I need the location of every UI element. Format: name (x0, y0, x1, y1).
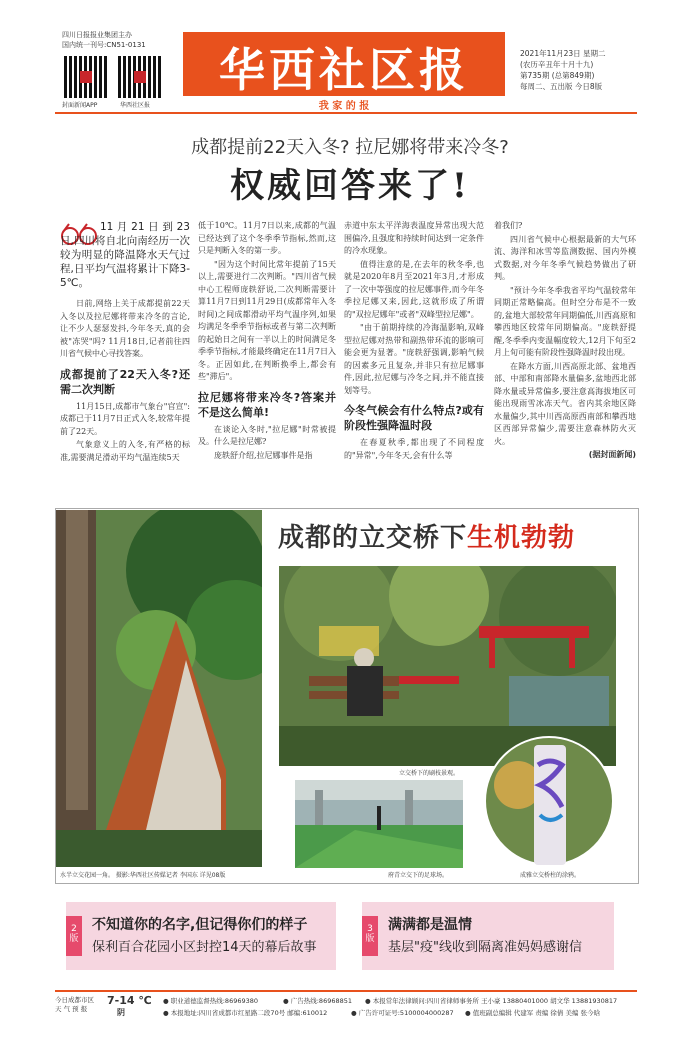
photo-graffiti-pillar (478, 735, 620, 867)
paragraph: 11月15日,成都市气象台"官宣":成都已于11月7日正式入冬,较常年提前了22天。 (60, 401, 190, 436)
promo-page-2[interactable] (66, 902, 336, 970)
newspaper-title: 华西社区报 (219, 43, 469, 97)
publish-schedule: 每周二、五出版 今日8版 (520, 82, 603, 91)
photo-pavilion (56, 510, 262, 867)
photo-caption: 水半立交花园一角。 摄影:华西社区传媒记者 李国东 详见08版 (60, 872, 226, 879)
photo-caption: 成雅立交桥柱的涂鸦。 (520, 872, 581, 879)
article-column-4 (494, 220, 636, 462)
weather-label-line: 今日成都市区 (55, 996, 94, 1004)
paragraph: 在降水方面,川西高原北部、盆地西部、中部和南部降水量偏多,盆地西北部降水量或异常偏多,要注意高海拔地区可能出现雨雪冰冻天气。省内其余地区降水量偏少,其中川西高原西南部和攀西地区西部异常偏少,需要注意森林防火灭火。 (494, 361, 636, 446)
issue-number: 第735期 (总第849期) (520, 71, 595, 80)
subheading: 成都提前了22天入冬?还需二次判断 (60, 367, 190, 396)
paragraph: "因为这个时间比常年提前了15天以上,需要进行二次判断。"四川省气候中心工程师庞轶舒说,二次判断需要计算11月7日到11月29日(成都常年入冬时间)之间成都滑动平均气温序列,如果均满足冬季季节指标或者与第二次判断的起始日之间有一半以上的时间满足冬季季节指标,才能最终确定在11月7日入冬。正因如此,在判断换季上,都会有些"滞后"。 (198, 259, 336, 381)
article-column-3 (344, 220, 484, 463)
qr-code-app (64, 56, 108, 98)
qr-code-paper (118, 56, 162, 98)
photo-caption: 府青立交下的足球场。 (388, 872, 449, 879)
weather-temperature: 7-14 ℃ (107, 994, 152, 1007)
footer-address: ● 本报地址:四川省成都市红星路二段70号 邮编:610012 (163, 1009, 328, 1017)
newspaper-slogan: 我 家 的 报 (318, 101, 370, 112)
paragraph: 在谈论入冬时,"拉尼娜"时常被提及。什么是拉尼娜? (198, 424, 336, 446)
qr-label-paper: 华西社区报 (120, 102, 151, 109)
article-column-1 (60, 220, 190, 465)
photo-caption: 立交桥下的刷枝景观。 (399, 770, 460, 777)
promo-title: 不知道你的名字,但记得你们的样子 (92, 917, 308, 933)
footer (55, 994, 637, 1020)
weather-label (55, 996, 103, 1014)
paragraph: 在春夏秋季,都出现了不同程度的"异常",今年冬天,会有什么等 (344, 438, 484, 460)
paragraph: 庞轶舒介绍,拉尼娜事件是指 (214, 450, 313, 460)
footer-ad-license: ● 广告许可证号:5100004000287 (351, 1009, 454, 1017)
paragraph: 气象意义上的入冬,有严格的标准,需要满足滑动平均气温连续5天 (60, 440, 190, 462)
masthead-left (62, 30, 172, 109)
footer-editors: ● 值班副总编辑 代建军 责编 徐倩 美编 张今晗 (465, 1009, 601, 1017)
weather-label-line: 天 气 预 报 (55, 1005, 88, 1013)
publisher-org: 四川日报报业集团主办 (62, 31, 132, 39)
paragraph: 低于10℃。11月7日以来,成都的气温已经达到了这个冬季季节指标,然而,这只是判断入冬的第一步。 (198, 221, 336, 255)
article-lead: 11 月 21 日 到 23 日,四川将自北向南经历一次较为明显的降温降水天气过程,日平均气温将累计下降3-5℃。 (60, 221, 190, 289)
promo-subtitle: 保利百合花园小区封控14天的幕后故事 (92, 940, 317, 955)
promo-page-number: 3 版 (362, 916, 378, 956)
promo-page-3[interactable] (362, 902, 614, 970)
photo-title-highlight: 生机勃勃 (467, 523, 576, 553)
masthead-banner (183, 32, 505, 112)
footer-ad-hotline: ● 广告热线:86968851 (283, 997, 353, 1005)
subheading: 拉尼娜将带来冷冬?答案并不是这么简单! (198, 390, 336, 419)
header-rule (55, 112, 637, 114)
lunar-date: (农历辛丑年十月十九) (520, 60, 594, 69)
promo-page-number: 2 版 (66, 916, 82, 956)
footer-legal: ● 本报常年法律顾问:四川省律师事务所 王小豪 13880401000 胡文华 13881930817 (365, 997, 618, 1005)
masthead-right (520, 48, 650, 92)
subheading: 今冬气候会有什么特点?或有阶段性强降温时段 (344, 404, 484, 432)
qr-label-app: 封面新闻APP (62, 102, 98, 109)
photo-football-field (295, 780, 463, 868)
paragraph: 着我们? (494, 221, 523, 230)
promo-subtitle: 基层"疫"线收到隔离准妈妈感谢信 (388, 940, 582, 955)
paragraph: "预计今年冬季我省平均气温较常年同期正常略偏高。但时空分布是不一致的,盆地大部较常年同期偏低,川西高原和攀西地区较常年同期偏高。"庞轶舒提醒,冬季季内变温幅度较大,12月下旬至2月上旬可能有阶段性强降温时段出现。 (494, 285, 636, 357)
article-source: (据封面新闻) (588, 450, 636, 459)
footer-rule (55, 990, 637, 992)
weather-condition: 阴 (117, 1008, 125, 1017)
article-kicker: 成都提前22天入冬? 拉尼娜将带来冷冬? (191, 137, 509, 158)
paragraph: 四川省气候中心根据最新的大气环流、海洋和冰雪等监测数据、国内外模式数据,对今年冬季气候趋势做出了研判。 (494, 234, 636, 281)
paragraph: "由于前期持续的冷海温影响,双峰型拉尼娜对热带和副热带环流的影响可能会更为显著。"庞轶舒强调,影响气候的因素多元且复杂,并非只有拉尼娜事件,因此,拉尼娜与冷冬之间,并不能直接划等号。 (344, 323, 484, 395)
promo-title: 满满都是温情 (388, 917, 472, 933)
article-column-2 (198, 220, 336, 463)
issue-date: 2021年11月23日 星期二 (520, 49, 606, 58)
article-headline: 权威回答来了! (230, 166, 470, 206)
paragraph: 赤道中东太平洋海表温度异常出现大范围偏冷,且强度和持续时间达到一定条件的冷水现象。 (344, 221, 484, 255)
paragraph: 值得注意的是,在去年的秋冬季,也就是2020年8月至2021年3月,才形成了一次中等强度的拉尼娜事件,而今年冬季拉尼娜又来,因此,这就形成了所谓的"双拉尼娜年"或者"双峰型拉尼娜"。 (344, 259, 484, 319)
photo-title-main: 成都的立交桥下 (278, 523, 468, 553)
footer-hotline: ● 职业道德监督热线:86969380 (163, 997, 259, 1005)
photo-feature-title (278, 517, 575, 554)
paragraph: 日前,网络上关于成都提前22天入冬以及拉尼娜将带来冷冬的言论,让不少人瑟瑟发抖,今年冬天,真的会被"冻哭"吗? 11月18日,记者前往四川省气候中心寻找答案。 (60, 299, 190, 358)
publication-number: 国内统一刊号:CN51-0131 (62, 41, 146, 49)
